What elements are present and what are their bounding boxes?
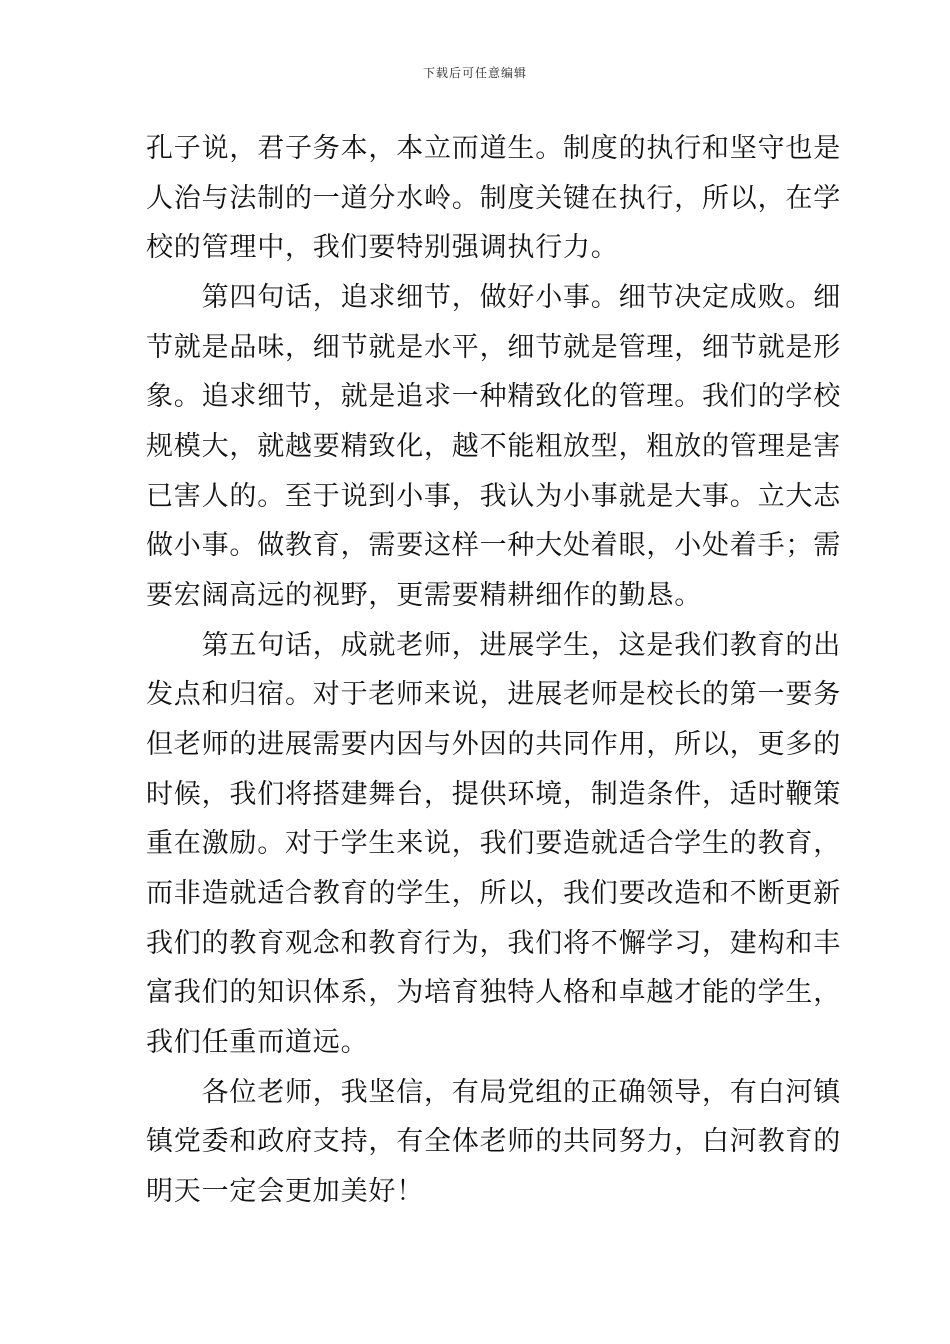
body-text-line: 明天一定会更加美好！ <box>146 1176 424 1207</box>
body-text-line: 我们的教育观念和教育行为，我们将不懈学习，建构和丰 <box>146 928 841 959</box>
body-text-line: 我们任重而道远。 <box>146 1027 369 1058</box>
body-text-line: 校的管理中，我们要特别强调执行力。 <box>146 232 619 263</box>
body-text-line: 但老师的进展需要内因与外因的共同作用，所以，更多的 <box>146 729 841 760</box>
body-text-line: 已害人的。至于说到小事，我认为小事就是大事。立大志 <box>146 481 841 512</box>
body-text-line: 第五句话，成就老师，进展学生，这是我们教育的出 <box>146 630 841 661</box>
body-text-line: 孔子说，君子务本，本立而道生。制度的执行和坚守也是 <box>146 133 841 164</box>
body-text-line: 各位老师，我坚信，有局党组的正确领导，有白河镇 <box>146 1077 841 1108</box>
body-text-line: 节就是品味，细节就是水平，细节就是管理，细节就是形 <box>146 332 841 363</box>
body-text-line: 而非造就适合教育的学生，所以，我们要改造和不断更新 <box>146 878 841 909</box>
body-text-line: 人治与法制的一道分水岭。制度关键在执行，所以，在学 <box>146 183 841 214</box>
body-text-line: 规模大，就越要精致化，越不能粗放型，粗放的管理是害 <box>146 431 841 462</box>
body-text-line: 重在激励。对于学生来说，我们要造就适合学生的教育， <box>146 828 841 859</box>
body-text-line: 时候，我们将搭建舞台，提供环境，制造条件，适时鞭策 <box>146 779 841 810</box>
body-text-line: 富我们的知识体系，为培育独特人格和卓越才能的学生， <box>146 977 841 1008</box>
body-text-line: 发点和归宿。对于老师来说，进展老师是校长的第一要务 <box>146 679 841 710</box>
body-text-line: 做小事。做教育，需要这样一种大处着眼，小处着手；需 <box>146 530 841 561</box>
page-header-note: 下载后可任意编辑 <box>422 66 527 80</box>
body-text-line: 镇党委和政府支持，有全体老师的共同努力，白河教育的 <box>146 1126 841 1157</box>
body-text-line: 第四句话，追求细节，做好小事。细节决定成败。细 <box>146 282 841 313</box>
body-text-line: 要宏阔高远的视野，更需要精耕细作的勤恳。 <box>146 580 702 611</box>
body-text-line: 象。追求细节，就是追求一种精致化的管理。我们的学校 <box>146 381 841 412</box>
